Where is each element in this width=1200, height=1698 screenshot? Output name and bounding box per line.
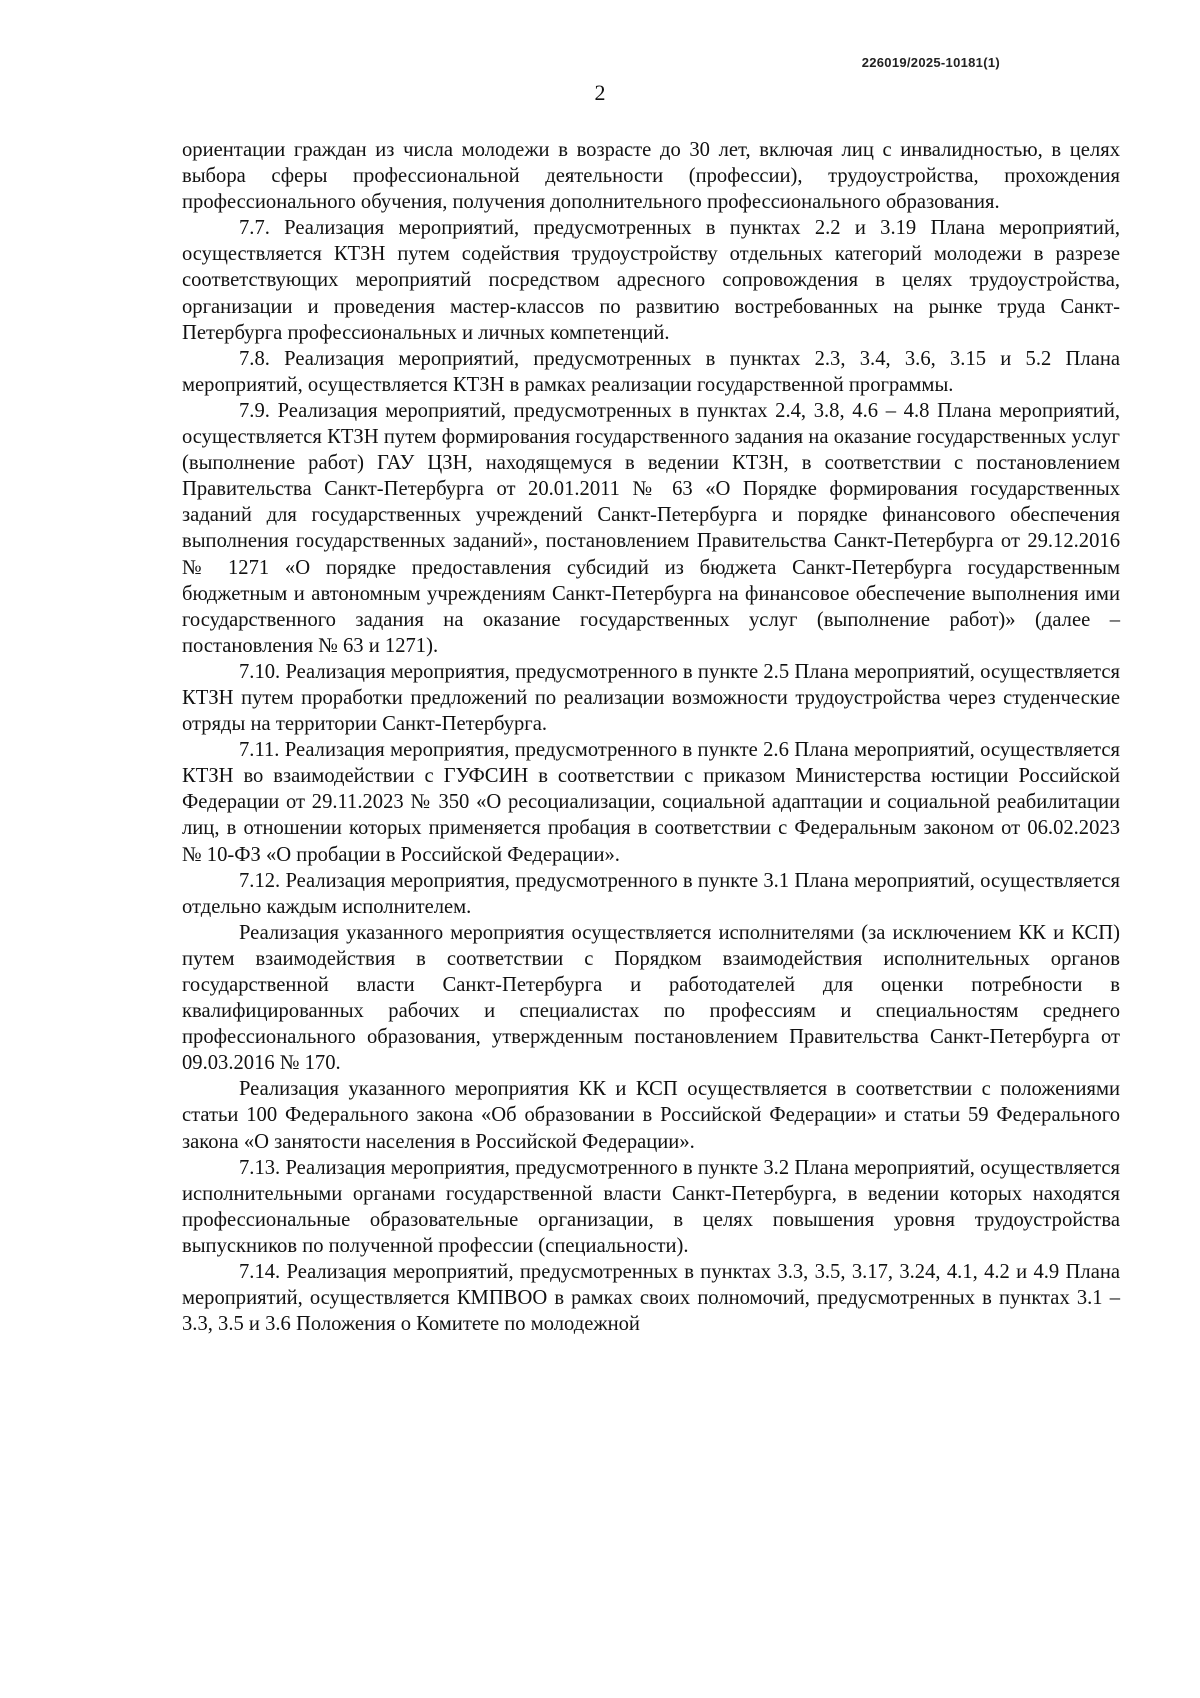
paragraph-7-12: 7.12. Реализация мероприятия, предусмотренного в пункте 3.1 Плана мероприятий, осуществляется отдельно каждым исполнителем. [182, 869, 1120, 918]
page-number: 2 [594, 80, 606, 105]
paragraph-7-13: 7.13. Реализация мероприятия, предусмотренного в пункте 3.2 Плана мероприятий, осуществляется исполнительными органами государственной власти Санкт-Петербурга, в ведении которых находятся профессиональные образовательные организации, в целях повышения уровня трудоустройства выпускников по полученной профессии (специальности). [182, 1156, 1120, 1257]
paragraph-7-10: 7.10. Реализация мероприятия, предусмотренного в пункте 2.5 Плана мероприятий, осуществляется КТЗН путем проработки предложений по реализации возможности трудоустройства через студенческие отряды на территории Санкт-Петербурга. [182, 660, 1120, 736]
paragraph-7-7: 7.7. Реализация мероприятий, предусмотренных в пунктах 2.2 и 3.19 Плана мероприятий, осуществляется КТЗН путем содействия трудоустройству отдельных категорий молодежи в разрезе соответствующих мероприятий посредством адресного сопровождения в целях трудоустройства, организации и проведения мастер-классов по развитию востребованных на рынке труда Санкт-Петербурга профессиональных и личных компетенций. [182, 217, 1120, 344]
paragraph-7-9: 7.9. Реализация мероприятий, предусмотренных в пунктах 2.4, 3.8, 4.6 – 4.8 Плана мероприятий, осуществляется КТЗН путем формирования государственного задания на оказание государственных услуг (выполнение работ) ГАУ ЦЗН, находящемуся в ведении КТЗН, в соответствии с постановлением Правительства Санкт-Петербурга от 20.01.2011 № 63 «О Порядке формирования государственных заданий для государственных учреждений Санкт-Петербурга и порядке финансового обеспечения выполнения государственных заданий», постановлением Правительства Санкт-Петербурга от 29.12.2016 № 1271 «О порядке предоставления субсидий из бюджета Санкт-Петербурга государственным бюджетным и автономным учреждениям Санкт-Петербурга на финансовое обеспечение выполнения ими государственного задания на оказание государственных услуг (выполнение работ)» (далее – постановления № 63 и 1271). [182, 399, 1120, 657]
document-registration-number: 226019/2025-10181(1) [861, 55, 1000, 70]
document-body [182, 137, 1120, 1337]
paragraph-7-12-kk-ksp: Реализация указанного мероприятия КК и КСП осуществляется в соответствии с положениями статьи 100 Федерального закона «Об образовании в Российской Федерации» и статьи 59 Федерального закона «О занятости населения в Российской Федерации». [182, 1078, 1120, 1153]
paragraph-7-12-execution: Реализация указанного мероприятия осуществляется исполнителями (за исключением КК и КСП) путем взаимодействия в соответствии с Порядком взаимодействия исполнительных органов государственной власти Санкт-Петербурга и работодателей для оценки потребности в квалифицированных рабочих и специалистах по профессиям и специальностям среднего профессионального образования, утвержденным постановлением Правительства Санкт-Петербурга от 09.03.2016 № 170. [182, 921, 1120, 1075]
paragraph-continuation: ориентации граждан из числа молодежи в возрасте до 30 лет, включая лиц с инвалидностью, в целях выбора сферы профессиональной деятельности (профессии), трудоустройства, прохождения профессионального обучения, получения дополнительного профессионального образования. [182, 139, 1120, 214]
paragraph-7-14: 7.14. Реализация мероприятий, предусмотренных в пунктах 3.3, 3.5, 3.17, 3.24, 4.1, 4.2 и 4.9 Плана мероприятий, осуществляется КМПВОО в рамках своих полномочий, предусмотренных в пунктах 3.1 – 3.3, 3.5 и 3.6 Положения о Комитете по молодежной [182, 1261, 1120, 1336]
paragraph-7-11: 7.11. Реализация мероприятия, предусмотренного в пункте 2.6 Плана мероприятий, осуществляется КТЗН во взаимодействии с ГУФСИН в соответствии с приказом Министерства юстиции Российской Федерации от 29.11.2023 № 350 «О ресоциализации, социальной адаптации и социальной реабилитации лиц, в отношении которых применяется пробация в соответствии с Федеральным законом от 06.02.2023 № 10-ФЗ «О пробации в Российской Федерации». [182, 739, 1120, 866]
paragraph-7-8: 7.8. Реализация мероприятий, предусмотренных в пунктах 2.3, 3.4, 3.6, 3.15 и 5.2 Плана мероприятий, осуществляется КТЗН в рамках реализации государственной программы. [182, 347, 1120, 396]
